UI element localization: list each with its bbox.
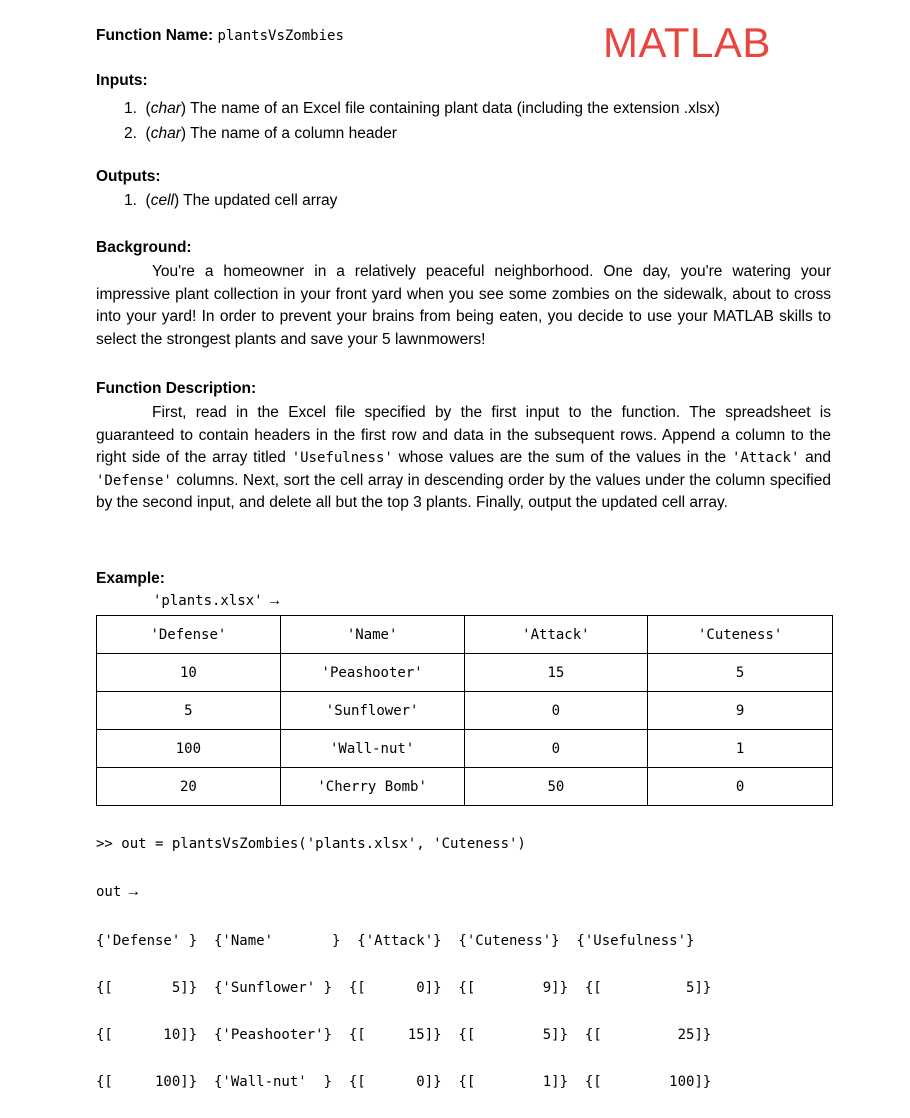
output-line: {[ 5]} {'Sunflower' } {[ 0]} {[ 9]} {[ 5]} [96, 979, 712, 996]
out-label-line [96, 883, 141, 901]
command-line: >> out = plantsVsZombies('plants.xlsx', 'Cuteness') [96, 836, 526, 852]
table-cell: 'Wall-nut' [280, 730, 464, 768]
function-name: plantsVsZombies [217, 28, 344, 44]
out-label: out [96, 884, 122, 900]
matlab-logo: MATLAB [603, 19, 771, 66]
input-type-2: char [150, 125, 181, 142]
table-row [97, 768, 833, 806]
table-cell: 'Cherry Bomb' [280, 768, 464, 806]
inputs-title: Inputs: [96, 72, 148, 89]
inputs-list [124, 96, 720, 146]
function-name-label: Function Name: [96, 27, 214, 44]
spreadsheet-table [96, 615, 833, 806]
output-type-1: cell [150, 192, 174, 209]
table-cell: 5 [97, 692, 281, 730]
table-cell: 0 [648, 768, 833, 806]
table-row [97, 654, 833, 692]
table-header-cell: 'Cuteness' [648, 616, 833, 654]
description-paragraph: First, read in the Excel file specified by the first input to the function. The spreadsheet is guaranteed to contain headers in the first row and data in the subsequent rows. Append a column to the right side of the array titled 'Usefulness' whose values are the sum of the values in the 'Attack' and 'Defense' columns. Next, sort the cell array in descending order by the values under the column specified by the second input, and delete all but the top 3 plants. Finally, output the updated cell array. [96, 404, 831, 511]
table-cell: 9 [648, 692, 833, 730]
background-title: Background: [96, 239, 192, 256]
outputs-title: Outputs: [96, 168, 161, 185]
input-item-2: 2. (char) The name of a column header [124, 125, 397, 142]
output-block [96, 906, 711, 1118]
table-header-cell: 'Defense' [97, 616, 281, 654]
table-cell: 1 [648, 730, 833, 768]
function-name-line [96, 27, 344, 45]
table-cell: 0 [464, 730, 648, 768]
table-row [97, 692, 833, 730]
table-cell: 'Peashooter' [280, 654, 464, 692]
input-item-1: 1. (char) The name of an Excel file containing plant data (including the extension .xlsx) [124, 100, 720, 117]
output-item-1: 1. (cell) The updated cell array [124, 192, 338, 209]
description-title: Function Description: [96, 380, 257, 397]
background-paragraph: You're a homeowner in a relatively peaceful neighborhood. One day, you're watering your impressive plant collection in your front yard when you see some zombies on the sidewalk, about to cross into your yard! In order to prevent your brains from being eaten, you decide to use your MATLAB skills to select the strongest plants and save your 5 lawnmowers! [96, 263, 831, 348]
table-cell: 50 [464, 768, 648, 806]
arrow-icon: → [125, 883, 142, 900]
table-cell: 20 [97, 768, 281, 806]
table-header-cell: 'Attack' [464, 616, 648, 654]
table-cell: 0 [464, 692, 648, 730]
table-header-cell: 'Name' [280, 616, 464, 654]
table-row [97, 730, 833, 768]
table-cell: 100 [97, 730, 281, 768]
output-line: {[ 100]} {'Wall-nut' } {[ 0]} {[ 1]} {[ 100]} [96, 1073, 712, 1090]
example-title: Example: [96, 570, 165, 587]
table-cell: 10 [97, 654, 281, 692]
table-header-row [97, 616, 833, 654]
table-cell: 15 [464, 654, 648, 692]
table-cell: 'Sunflower' [280, 692, 464, 730]
output-line: {'Defense' } {'Name' } {'Attack'} {'Cuteness'} {'Usefulness'} [96, 932, 695, 949]
table-cell: 5 [648, 654, 833, 692]
example-file-line [153, 592, 282, 610]
example-file-name: 'plants.xlsx' [153, 593, 263, 609]
input-type-1: char [150, 100, 181, 117]
output-line: {[ 10]} {'Peashooter'} {[ 15]} {[ 5]} {[ 25]} [96, 1026, 712, 1043]
arrow-icon: → [266, 592, 283, 609]
